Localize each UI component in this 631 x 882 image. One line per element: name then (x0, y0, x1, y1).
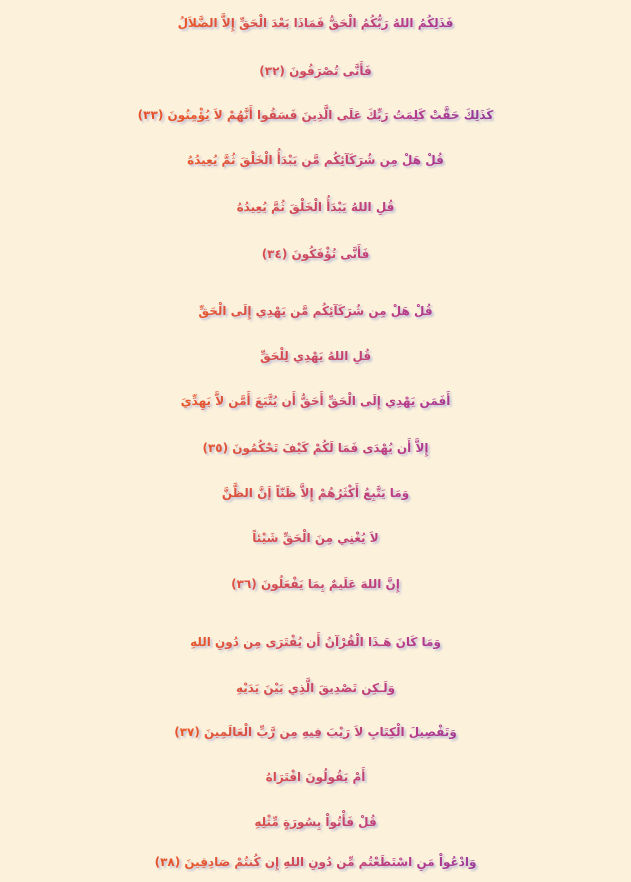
verse-line-18: قُلْ فَأْتُواْ بِسُورَةٍ مِّثْلِهِ (0, 802, 631, 842)
verse-line-1: فَذَلِكُمُ اللهُ رَبُّكُمُ الْحَقُّ فَمَاذَا بَعْدَ الْحَقِّ إِلاَّ الضَّلاَلُ (0, 3, 631, 43)
verse-line-11: وَمَا يَتَّبِعُ أَكْثَرُهُمْ إِلاَّ ظَنّاً إَنَّ الظَّنَّ (0, 473, 631, 513)
verse-line-8: قُلِ اللهُ يَهْدِي لِلْحَقِّ (0, 336, 631, 376)
verse-line-6: فَأَنَّى تُؤْفَكُونَ (٣٤) (0, 234, 631, 274)
verse-line-14: وَمَا كَانَ هَـذَا الْقُرْآنُ أَن يُفْتَرَى مِن دُونِ اللهِ (0, 622, 631, 662)
verse-line-12: لاَ يُغْنِي مِنَ الْحَقِّ شَيْئاً (0, 518, 631, 558)
verse-line-7: قُلْ هَلْ مِن شُرَكَآئِكُم مَّن يَهْدِي إِلَى الْحَقِّ (0, 291, 631, 331)
verse-line-16: وَتَفْصِيلَ الْكِتَابِ لاَ رَيْبَ فِيهِ مِن رَّبِّ الْعَالَمِينَ (٣٧) (0, 712, 631, 752)
verse-line-17: أَمْ يَقُولُونَ افْتَرَاهُ (0, 757, 631, 797)
verse-line-2: فَأَنَّى تُصْرَفُونَ (٣٢) (0, 51, 631, 91)
verse-line-19: وَادْعُواْ مَنِ اسْتَطَعْتُم مِّن دُونِ اللهِ إِن كُنتُمْ صَادِقِينَ (٣٨) (0, 842, 631, 882)
verse-line-3: كَذَلِكَ حَقَّتْ كَلِمَتُ رَبِّكَ عَلَى الَّذِينَ فَسَقُوا أَنَّهُمْ لاَ يُؤْمِنُونَ (٣٣) (0, 95, 631, 135)
verse-line-10: إِلاَّ أَن يُهْدَى فَمَا لَكُمْ كَيْفَ تَحْكُمُونَ (٣٥) (0, 428, 631, 468)
verse-line-4: قُلْ هَلْ مِن شُرَكَآئِكُم مَّن يَبْدَأُ الْخَلْقَ ثُمَّ يُعِيدُهُ (0, 140, 631, 180)
verse-line-15: وَلَـكِن تَصْدِيقَ الَّذِي بَيْنَ يَدَيْهِ (0, 668, 631, 708)
verse-line-5: قُلِ اللهُ يَبْدَأُ الْخَلْقَ ثُمَّ يُعِيدُهُ (0, 187, 631, 227)
verse-line-13: إِنَّ اللهَ عَلَيمٌ بِمَا يَفْعَلُونَ (٣٦) (0, 564, 631, 604)
verse-line-9: أَفَمَن يَهْدِي إِلَى الْحَقِّ أَحَقُّ أَن يُتَّبَعَ أَمَّن لاَّ يَهِدِّيَ (0, 381, 631, 421)
